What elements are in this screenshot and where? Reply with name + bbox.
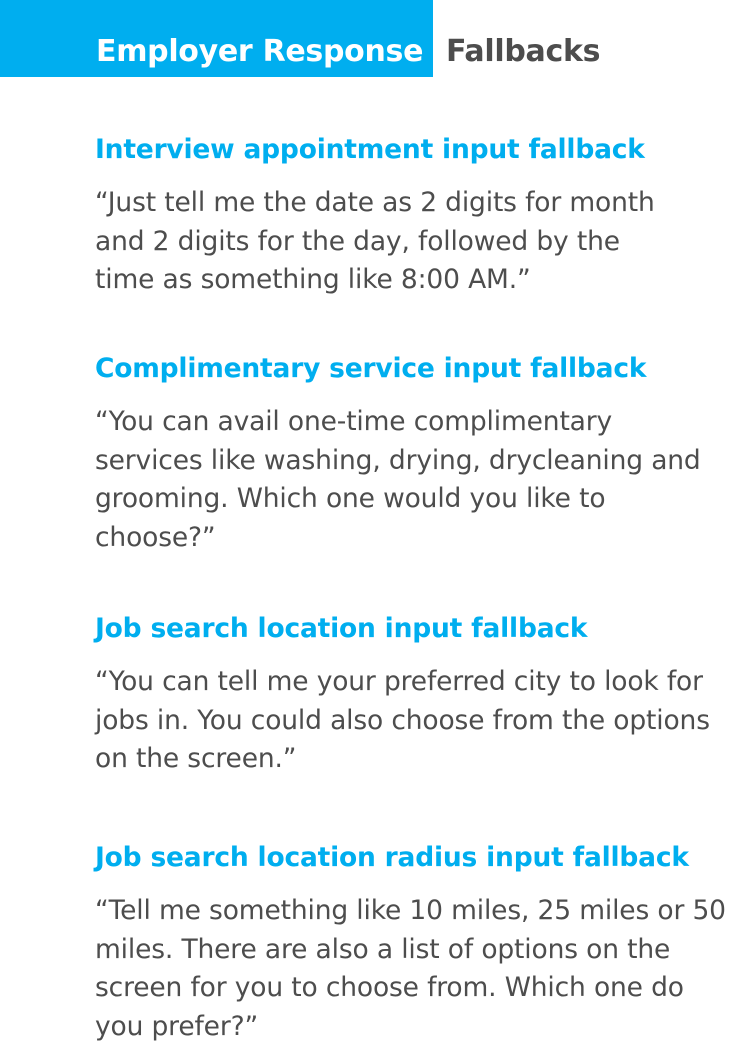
page-subtitle: Fallbacks: [446, 34, 601, 69]
section-body: “You can tell me your preferred city to look for jobs in. You could also choose from the options on the screen.”: [95, 666, 710, 774]
section-body: “You can avail one-time complimentary services like washing, drying, drycleaning and grooming. Which one would you like to choose?”: [95, 406, 701, 553]
section-heading: Job search location input fallback: [95, 613, 588, 644]
section-heading: Job search location radius input fallback: [95, 842, 689, 873]
fallback-section-complimentary-service: [95, 351, 737, 557]
page-title: Employer Response: [96, 34, 424, 69]
fallback-section-job-search-radius: [95, 840, 737, 1046]
section-heading: Interview appointment input fallback: [95, 134, 645, 165]
page-header: [0, 0, 737, 77]
fallback-section-interview-appointment: [95, 132, 737, 300]
header-title-badge: [0, 0, 433, 77]
fallback-section-job-search-location: [95, 611, 737, 779]
section-heading: Complimentary service input fallback: [95, 353, 647, 384]
section-body: “Just tell me the date as 2 digits for month and 2 digits for the day, followed by the time as something like 8:00 AM.”: [95, 187, 655, 295]
section-body: “Tell me something like 10 miles, 25 miles or 50 miles. There are also a list of options on the screen for you to choose from. Which one do you prefer?”: [95, 895, 726, 1042]
